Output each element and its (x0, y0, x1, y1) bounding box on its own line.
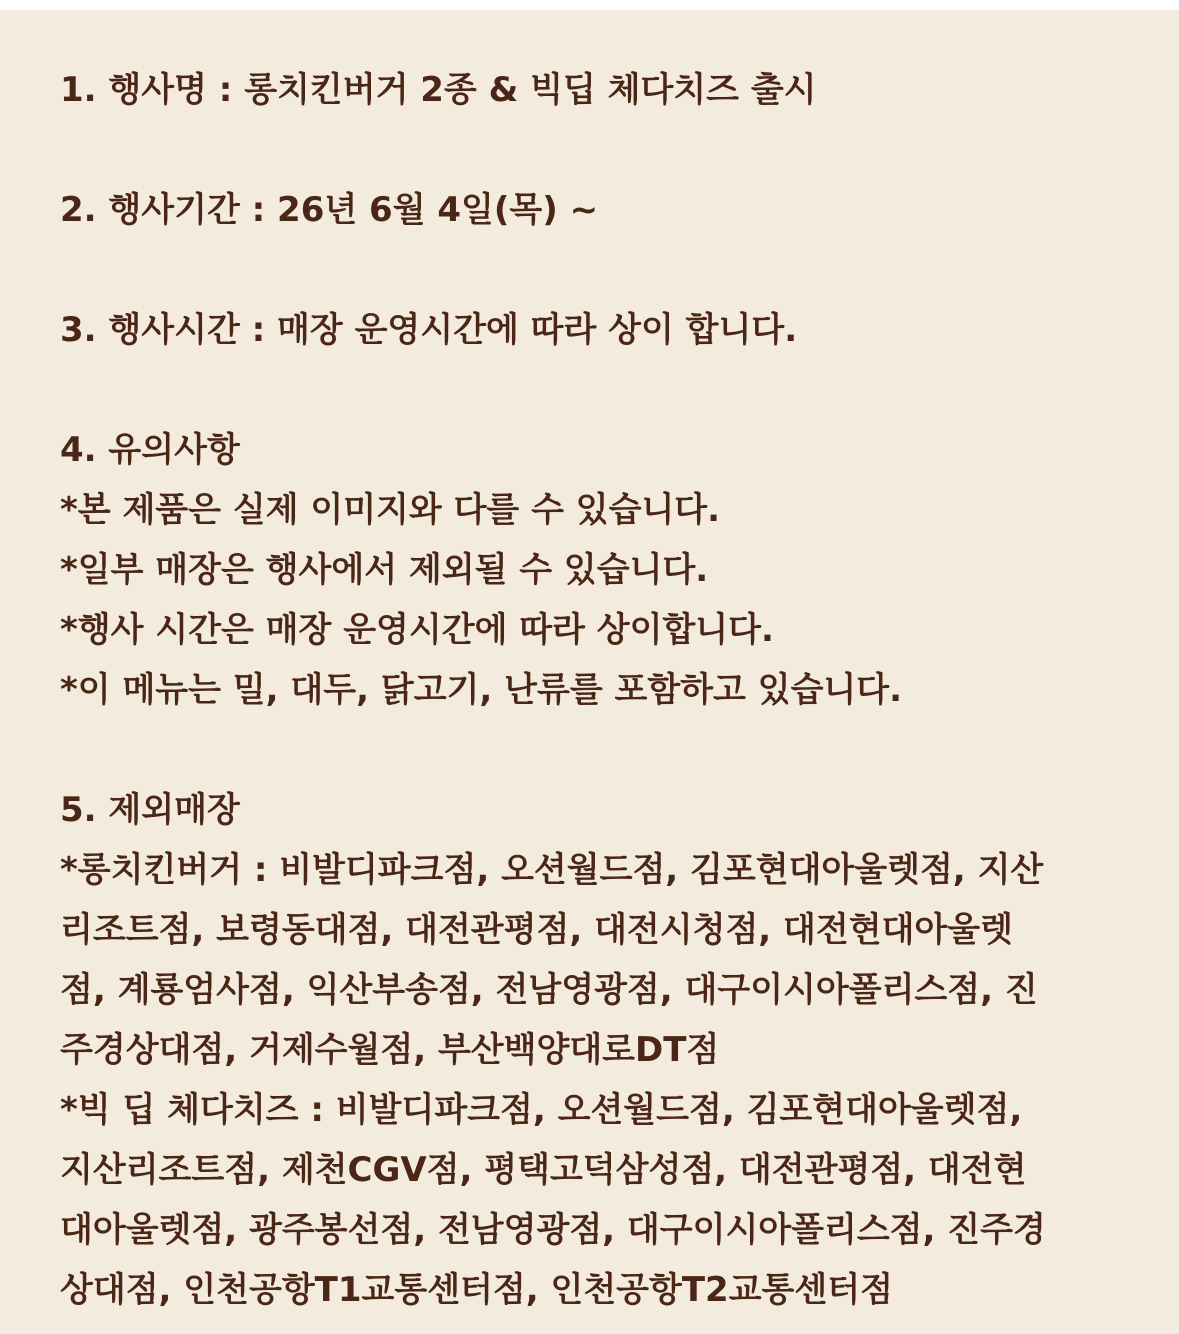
long-chicken-excluded-line: 점, 계룡엄사점, 익산부송점, 전남영광점, 대구이시아폴리스점, 진 (60, 970, 1038, 1010)
long-chicken-excluded-line: 리조트점, 보령동대점, 대전관평점, 대전시청점, 대전현대아울렛 (60, 910, 1013, 950)
spacer (60, 240, 1139, 300)
big-dip-excluded-line: 지산리조트점, 제천CGV점, 평택고덕삼성점, 대전관평점, 대전현 (60, 1150, 1027, 1190)
note-item: *행사 시간은 매장 운영시간에 따라 상이합니다. (60, 610, 774, 650)
big-dip-excluded-line: *빅 딥 체다치즈 : 비발디파크점, 오션월드점, 김포현대아울렛점, (60, 1090, 1023, 1130)
spacer (60, 120, 1139, 180)
spacer (60, 360, 1139, 420)
event-period-text: 2. 행사기간 : 26년 6월 4일(목) ~ (60, 190, 599, 230)
note-item: *이 메뉴는 밀, 대두, 닭고기, 난류를 포함하고 있습니다. (60, 670, 903, 710)
long-chicken-excluded-line: *롱치킨버거 : 비발디파크점, 오션월드점, 김포현대아울렛점, 지산 (60, 850, 1044, 890)
spacer (60, 720, 1139, 780)
big-dip-excluded-line: 상대점, 인천공항T1교통센터점, 인천공항T2교통센터점 (60, 1270, 893, 1310)
event-time-text: 3. 행사시간 : 매장 운영시간에 따라 상이 합니다. (60, 310, 798, 350)
note-item: *일부 매장은 행사에서 제외될 수 있습니다. (60, 550, 709, 590)
excluded-stores-heading: 5. 제외매장 (60, 790, 240, 830)
big-dip-excluded-line: 대아울렛점, 광주봉선점, 전남영광점, 대구이시아폴리스점, 진주경 (60, 1210, 1046, 1250)
notice-panel (0, 10, 1179, 1334)
note-item: *본 제품은 실제 이미지와 다를 수 있습니다. (60, 490, 721, 530)
long-chicken-excluded-line: 주경상대점, 거제수월점, 부산백양대로DT점 (60, 1030, 720, 1070)
notes-heading: 4. 유의사항 (60, 430, 240, 470)
event-name-text: 1. 행사명 : 롱치킨버거 2종 & 빅딥 체다치즈 출시 (60, 70, 817, 110)
